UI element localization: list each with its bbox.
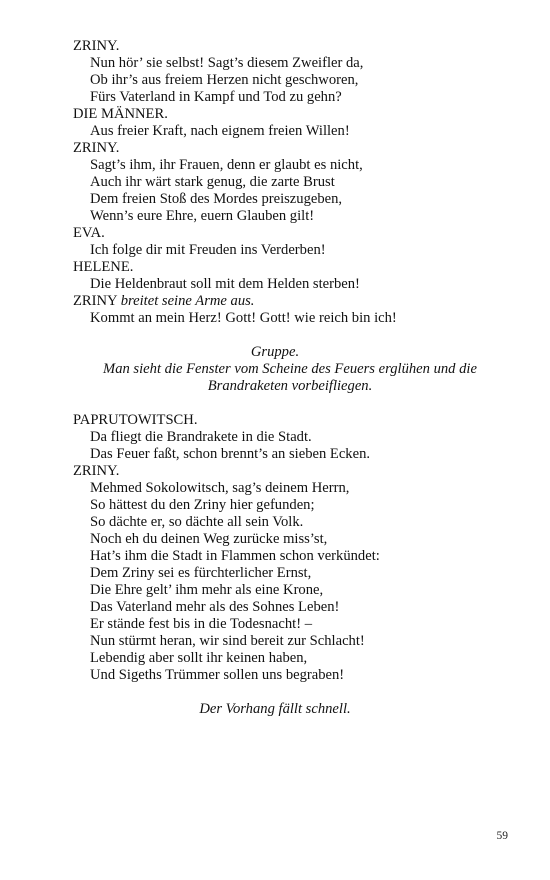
verse-line: Und Sigeths Trümmer sollen uns begraben! [90,667,345,683]
verse-line: Dem freien Stoß des Mordes preiszugeben, [90,191,343,207]
speaker-name: PAPRUTOWITSCH. [73,412,198,428]
verse-line: So hättest du den Zriny hier gefunden; [90,497,315,513]
verse-line: Fürs Vaterland in Kampf und Tod zu gehn? [90,89,342,105]
speaker-name: ZRINY. [73,140,120,156]
speaker-name: ZRINY [73,293,118,309]
verse-line: Wenn’s eure Ehre, euern Glauben gilt! [90,208,315,224]
verse-line: Noch eh du deinen Weg zurücke miss’st, [90,531,328,547]
verse-line: Er stände fest bis in die Todesnacht! – [90,616,313,632]
speaker-name: EVA. [73,225,105,241]
stage-direction: breitet seine Arme aus. [120,293,255,309]
verse-line: Kommt an mein Herz! Gott! Gott! wie reich bin ich! [90,310,397,326]
verse-line: Lebendig aber sollt ihr keinen haben, [90,650,308,666]
blank-line [0,684,550,701]
speaker-name: DIE MÄNNER. [73,106,168,122]
blank-line [0,395,550,412]
verse-line: Dem Zriny sei es fürchterlicher Ernst, [90,565,312,581]
verse-line: Die Heldenbraut soll mit dem Helden sterben! [90,276,360,292]
speaker-name: ZRINY. [73,38,120,54]
stage-direction: Man sieht die Fenster vom Scheine des Feuers erglühen und die Brandraketen vorbeifliegen. [103,361,477,394]
verse-line: Ich folge dir mit Freuden ins Verderben! [90,242,326,258]
verse-line: Die Ehre gelt’ ihm mehr als eine Krone, [90,582,324,598]
speaker-name: HELENE. [73,259,134,275]
verse-line: Nun stürmt heran, wir sind bereit zur Schlacht! [90,633,365,649]
stage-direction: Der Vorhang fällt schnell. [199,701,351,717]
verse-line: Hat’s ihm die Stadt in Flammen schon verkündet: [90,548,380,564]
verse-line: Ob ihr’s aus freiem Herzen nicht geschworen, [90,72,359,88]
verse-line: Nun hör’ sie selbst! Sagt’s diesem Zweifler da, [90,55,364,71]
verse-line: Da fliegt die Brandrakete in die Stadt. [90,429,312,445]
verse-line: Aus freier Kraft, nach eignem freien Willen! [90,123,350,139]
verse-line: Auch ihr wärt stark genug, die zarte Brust [90,174,335,190]
stage-direction: Gruppe. [250,344,300,360]
speaker-with-direction [0,293,550,310]
verse-line: So dächte er, so dächte all sein Volk. [90,514,304,530]
speaker-name: ZRINY. [73,463,120,479]
verse-line: Das Vaterland mehr als des Sohnes Leben! [90,599,340,615]
page-number: 59 [496,830,508,842]
play-text [0,38,550,718]
verse-line: Mehmed Sokolowitsch, sag’s deinem Herrn, [90,480,350,496]
blank-line [0,327,550,344]
verse-line: Das Feuer faßt, schon brennt’s an sieben Ecken. [90,446,371,462]
verse-line: Sagt’s ihm, ihr Frauen, denn er glaubt es nicht, [90,157,363,173]
